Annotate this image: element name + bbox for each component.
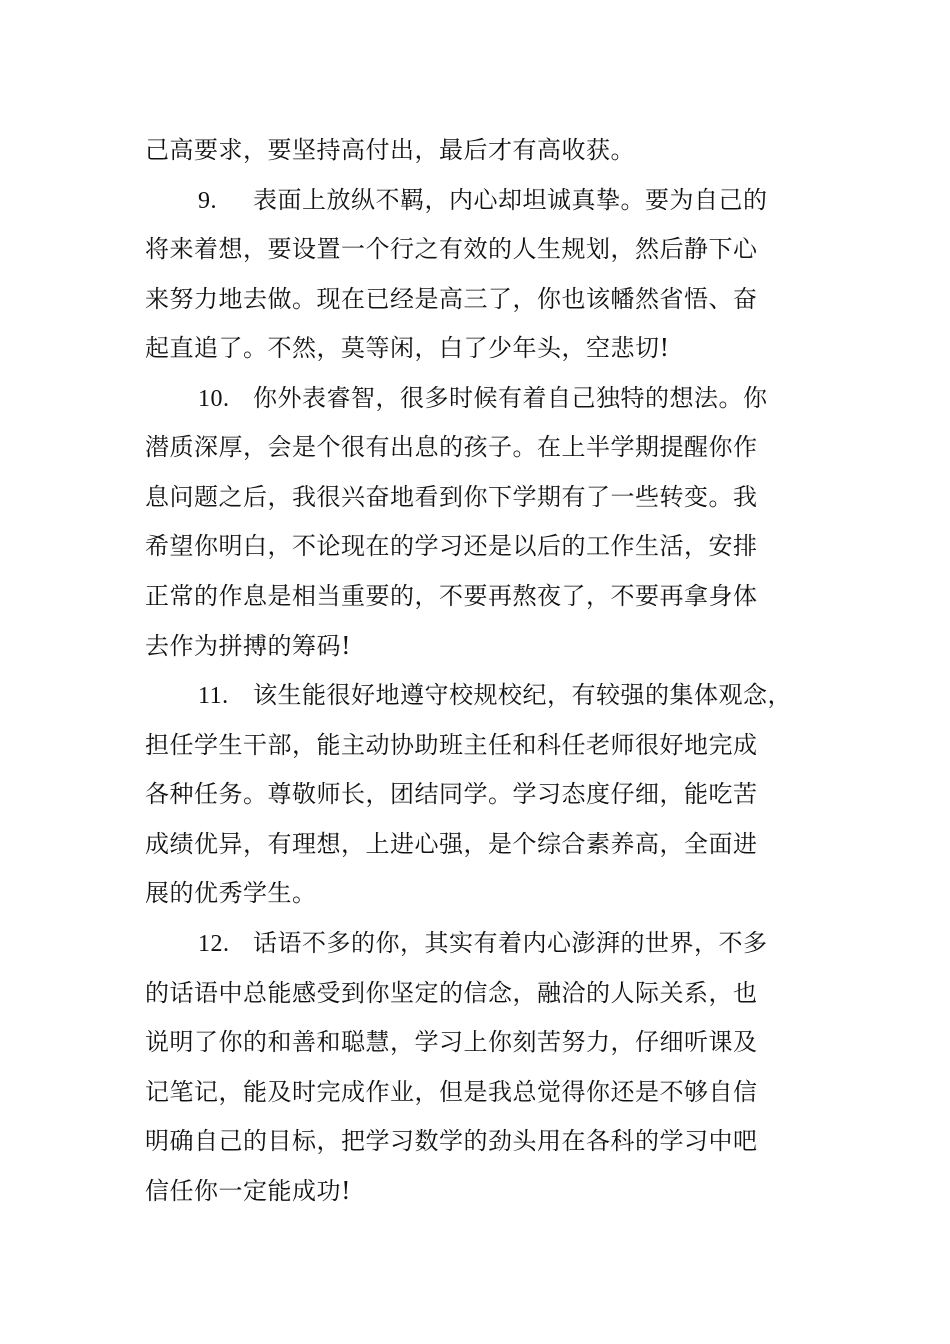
paragraph-line: 的话语中总能感受到你坚定的信念，融洽的人际关系，也 — [145, 979, 758, 1007]
paragraph-number: 9. — [198, 188, 217, 214]
paragraph-line: 展的优秀学生。 — [145, 879, 317, 907]
paragraph-line: 明确自己的目标，把学习数学的劲头用在各科的学习中吧 — [145, 1127, 758, 1155]
paragraph-line: 将来着想，要设置一个行之有效的人生规划，然后静下心 — [145, 235, 758, 263]
paragraph-number: 10. — [198, 386, 230, 412]
paragraph-line: 希望你明白，不论现在的学习还是以后的工作生活，安排 — [145, 532, 758, 560]
paragraph-line: 该生能很好地遵守校规校纪，有较强的集体观念， — [253, 681, 792, 709]
paragraph-line: 成绩优异，有理想，上进心强，是个综合素养高，全面进 — [145, 830, 758, 858]
paragraph-line: 起直追了。不然，莫等闲，白了少年头，空悲切! — [145, 334, 670, 362]
paragraph-line: 来努力地去做。现在已经是高三了，你也该幡然省悟、奋 — [145, 285, 758, 313]
paragraph-line: 记笔记，能及时完成作业，但是我总觉得你还是不够自信 — [145, 1078, 758, 1106]
paragraph-line: 去作为拼搏的筹码! — [145, 632, 352, 660]
paragraph-line: 己高要求，要坚持高付出，最后才有高收获。 — [145, 136, 635, 164]
paragraph-line: 担任学生干部，能主动协助班主任和科任老师很好地完成 — [145, 731, 758, 759]
paragraph-line: 正常的作息是相当重要的，不要再熬夜了，不要再拿身体 — [145, 582, 758, 610]
paragraph-line: 说明了你的和善和聪慧，学习上你刻苦努力，仔细听课及 — [145, 1028, 758, 1056]
paragraph-number: 12. — [198, 931, 230, 957]
paragraph-line: 话语不多的你，其实有着内心澎湃的世界，不多 — [253, 929, 768, 957]
paragraph-line: 息问题之后，我很兴奋地看到你下学期有了一些转变。我 — [145, 483, 758, 511]
paragraph-number: 11. — [198, 683, 229, 709]
paragraph-line: 你外表睿智，很多时候有着自己独特的想法。你 — [253, 384, 768, 412]
paragraph-line: 潜质深厚，会是个很有出息的孩子。在上半学期提醒你作 — [145, 433, 758, 461]
paragraph-line: 信任你一定能成功! — [145, 1177, 352, 1205]
paragraph-line: 各种任务。尊敬师长，团结同学。学习态度仔细，能吃苦 — [145, 780, 758, 808]
paragraph-line: 表面上放纵不羁，内心却坦诚真挚。要为自己的 — [253, 186, 768, 214]
